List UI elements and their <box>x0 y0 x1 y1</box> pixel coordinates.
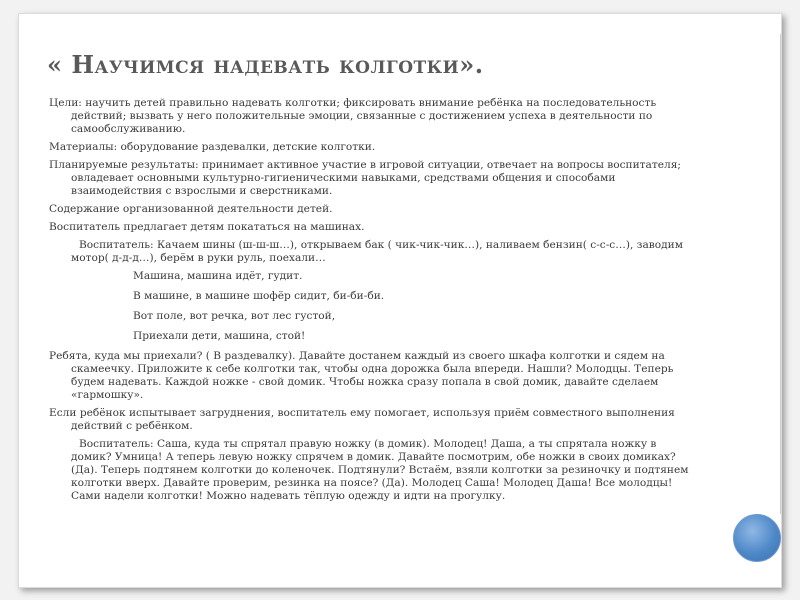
dressing-room-paragraph: Ребята, куда мы приехали? ( В раздевалку). Давайте достанем каждый из своего шкафа колготки и сядем на скамеечку. Приложите к себе колготки так, чтобы одна дорожка была впереди. Нашли? Молодцы. Теперь будем надевать. Каждой ножке - свой домик. Чтобы ножка сразу попала в свой домик, давайте сделаем «гармошку». <box>49 350 674 401</box>
content-heading: Содержание организованной деятельности детей. <box>49 203 333 215</box>
help-paragraph: Если ребёнок испытывает загруднения, воспитатель ему помогает, используя приём совместного выполнения действий с ребёнком. <box>49 407 675 432</box>
slide <box>18 13 782 588</box>
activity-intro: Воспитатель предлагает детям покататься на машинах. <box>49 221 365 233</box>
slide-body <box>49 97 689 508</box>
results-paragraph: Планируемые результаты: принимает активное участие в игровой ситуации, отвечает на вопросы воспитателя; овладевает основными культурно-гигиеническими навыками, средствами общения и способами взаимодействия с взрослыми и сверстниками. <box>49 159 681 197</box>
decorative-circle-icon <box>733 514 781 562</box>
teacher-car-lines: Воспитатель: Качаем шины (ш-ш-ш…), открываем бак ( чик-чик-чик…), наливаем бензин( с-с-с…), заводим мотор( д-д-д…), берём в руки руль, поехали… <box>71 239 683 264</box>
poem-line: Вот поле, вот речка, вот лес густой, <box>133 310 336 322</box>
goals-paragraph: Цели: научить детей правильно надевать колготки; фиксировать внимание ребёнка на последовательность действий; вызвать у него положительные эмоции, связанные с достижением успеха в деятельности по самообслуживанию. <box>49 97 657 135</box>
poem-line: Машина, машина идёт, гудит. <box>133 270 303 282</box>
materials-paragraph: Материалы: оборудование раздевалки, детские колготки. <box>49 141 376 153</box>
poem-line: Приехали дети, машина, стой! <box>133 330 306 342</box>
slide-edge-rule <box>780 34 781 514</box>
slide-title: « Научимся надевать колготки». <box>47 50 484 79</box>
poem-line: В машине, в машине шофёр сидит, би-би-би. <box>133 290 385 302</box>
teacher-dialog-paragraph: Воспитатель: Саша, куда ты спрятал правую ножку (в домик). Молодец! Даша, а ты спрятала ножку в домик? Умница! А теперь левую ножку спрячем в домик. Давайте посмотрим, обе ножки в своих домиках? (Да). Теперь подтянем колготки до коленочек. Подтянули? Встаём, взяли колготки за резиночку и подтянем колготки вверх. Давайте проверим, резинка на поясе? (Да). Молодец Саша! Молодец Даша! Все молодцы! Сами надели колготки! Можно надевать тёплую одежду и идти на прогулку. <box>71 438 689 502</box>
